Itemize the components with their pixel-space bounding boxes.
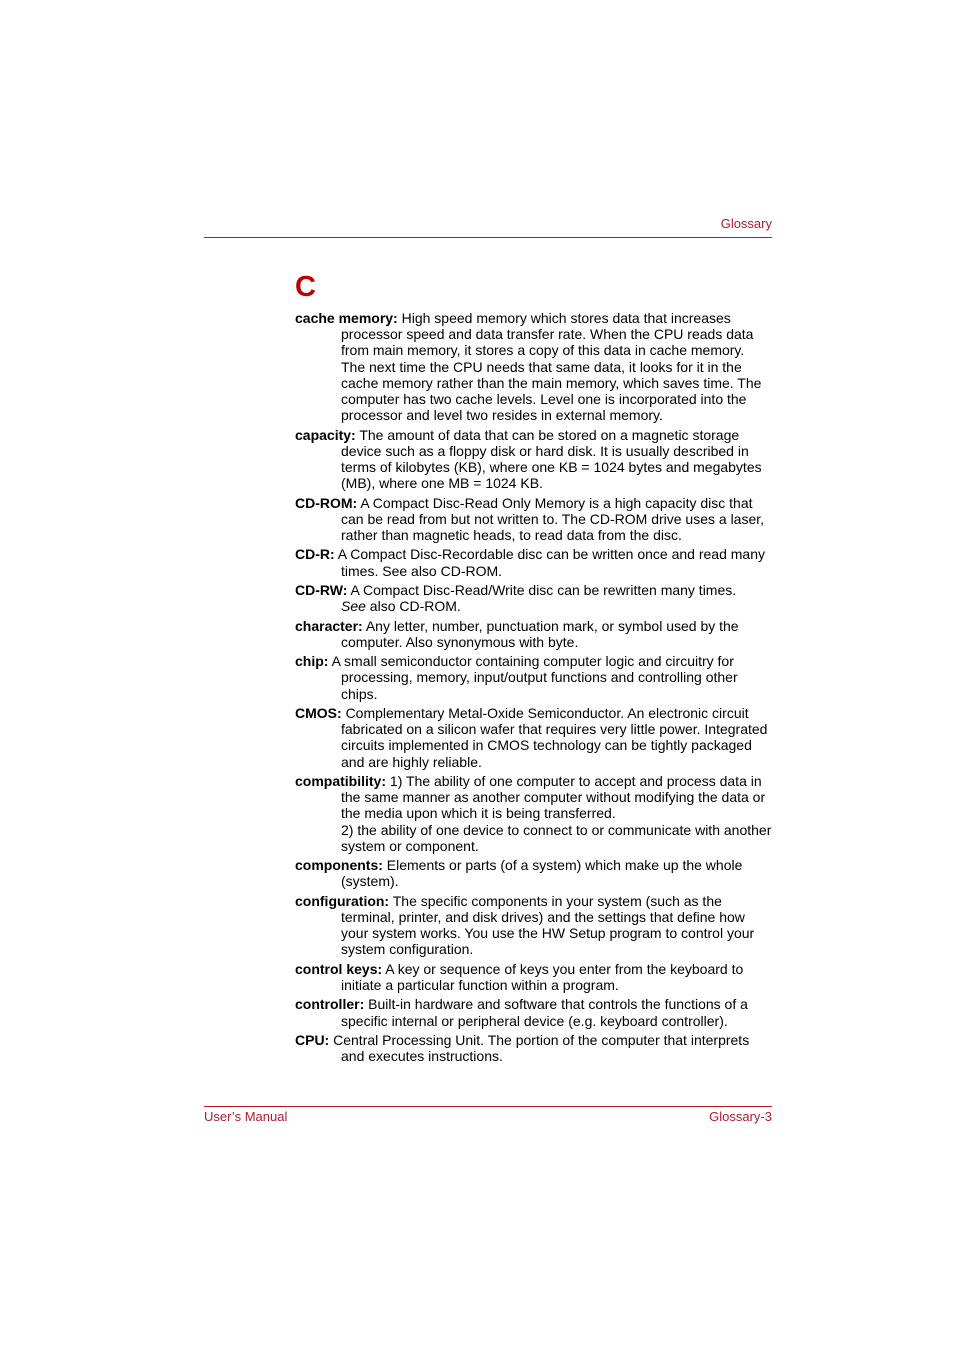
entry-term: cache memory: [295,310,398,326]
entry-definition: Built-in hardware and software that controls the functions of a specific internal or peripheral device (e.g. keyboard controller). [341,996,748,1029]
entry-term: compatibility: [295,772,387,789]
glossary-entry-cd-rom [295,495,772,544]
entry-term: chip: [295,653,329,670]
glossary-entry-controller [295,996,772,1028]
entry-definition: Complementary Metal-Oxide Semiconductor. An electronic circuit fabricated on a silicon wafer that requires very little power. Integrated circuits implemented in CMOS technology can be tightly packaged and are highly reliable. [341,704,768,770]
glossary-entry-compatibility [295,773,772,854]
entry-definition: Elements or parts (of a system) which make up the whole (system). [341,857,743,890]
glossary-entry-character [295,618,772,650]
footer-manual-title: User’s Manual [204,1109,288,1124]
glossary-entries [295,310,772,1068]
entry-term: CD-R: [295,546,335,563]
entry-definition-part-2: 2) the ability of one device to connect to or communicate with another system or component. [341,821,772,854]
entry-definition: The specific components in your system (such as the terminal, printer, and disk drives) and the settings that define how your system works. You use the HW Setup program to control your system configuration. [341,892,755,958]
glossary-entry-components [295,857,772,889]
glossary-entry-cache-memory [295,310,772,423]
entry-term: configuration: [295,892,390,909]
glossary-entry-cmos [295,705,772,770]
entry-term: controller: [295,996,365,1013]
glossary-entry-cpu [295,1032,772,1064]
entry-definition: A Compact Disc-Recordable disc can be written once and read many times. See also CD-ROM. [337,546,765,579]
glossary-entry-control-keys [295,961,772,993]
entry-definition: The amount of data that can be stored on a magnetic storage device such as a floppy disk or hard disk. It is usually described in terms of kilobytes (KB), where one KB = 1024 bytes and megabytes (MB), where one MB = 1024 KB. [341,426,762,492]
entry-definition: High speed memory which stores data that increases processor speed and data transfer rate. When the CPU reads data from main memory, it stores a copy of this data in cache memory. The next time the CPU needs that same data, it looks for it in the cache memory rather than the main memory, which saves time. The computer has two cache levels. Level one is incorporated into the processor and level two resides in external memory. [341,310,762,424]
entry-term: control keys: [295,960,383,977]
section-letter-heading: C [295,271,316,303]
entry-term: CD-RW: [295,582,348,598]
see-reference: also CD-ROM. [365,598,461,615]
entry-definition: A key or sequence of keys you enter from the keyboard to initiate a particular function within a program. [341,960,744,993]
entry-definition: A Compact Disc-Read Only Memory is a high capacity disc that can be read from but not written to. The CD-ROM drive uses a laser, rather than magnetic heads, to read data from the disc. [341,494,765,544]
glossary-entry-cd-r [295,546,772,578]
footer-rule [204,1106,772,1107]
entry-definition: A small semiconductor containing computer logic and circuitry for processing, memory, input/output functions and controlling other chips. [331,653,738,702]
see-word: See [341,598,366,615]
entry-term: CPU: [295,1031,330,1048]
footer-page-number: Glossary-3 [709,1109,772,1124]
glossary-entry-cd-rw [295,582,772,614]
header-rule [204,237,772,238]
glossary-entry-configuration [295,893,772,958]
entry-definition: Central Processing Unit. The portion of the computer that interprets and executes instructions. [333,1031,750,1065]
glossary-entry-capacity [295,427,772,492]
entry-see-also [341,598,772,614]
glossary-entry-chip [295,653,772,702]
entry-definition: A Compact Disc-Read/Write disc can be rewritten many times. [350,582,737,598]
entry-definition: Any letter, number, punctuation mark, or symbol used by the computer. Also synonymous with byte. [341,617,739,650]
entry-term: components: [295,857,383,874]
entry-term: character: [295,617,363,634]
entry-term: CD-ROM: [295,494,358,511]
running-header-title: Glossary [720,216,772,231]
entry-term: CMOS: [295,704,342,721]
entry-term: capacity: [295,426,356,443]
entry-definition: 1) The ability of one computer to accept and process data in the same manner as another computer without modifying the data or the media upon which it is being transferred. [341,772,766,822]
